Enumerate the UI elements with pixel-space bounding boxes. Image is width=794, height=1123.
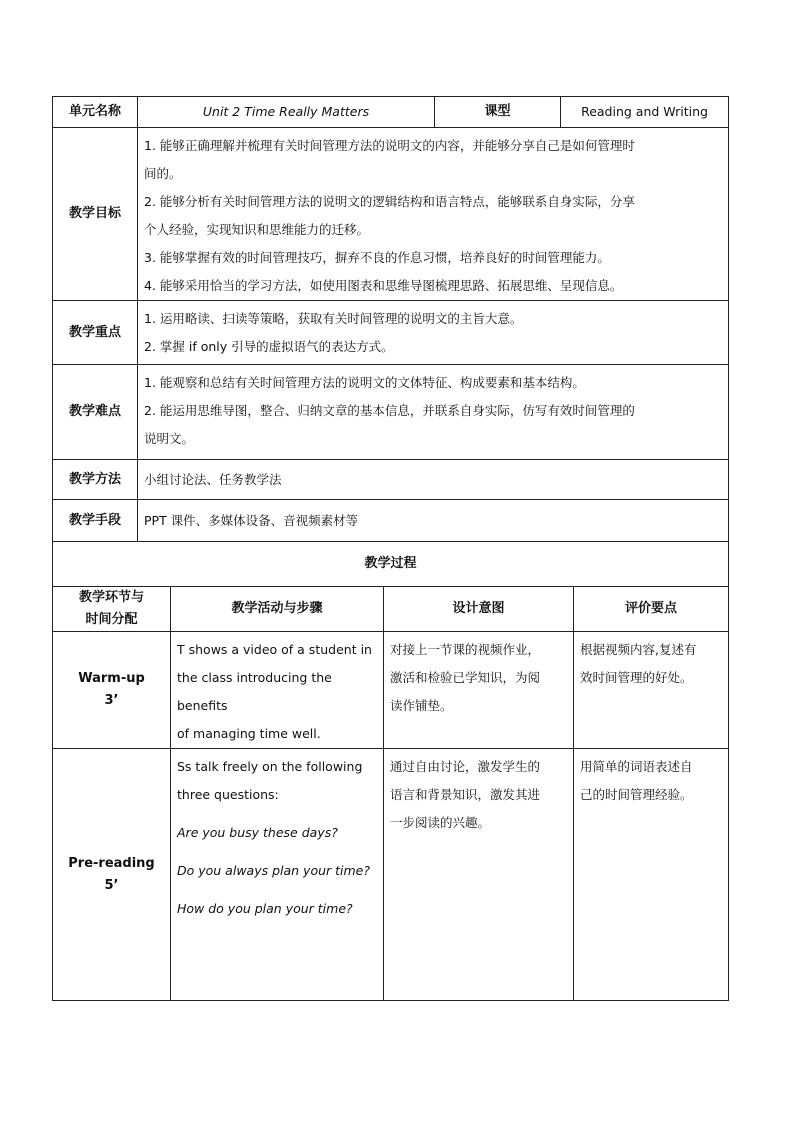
intent-line: 读作铺垫。 [390,698,453,713]
methods-value: 小组讨论法、任务教学法 [138,460,729,500]
activity-line: of managing time well. [177,726,321,741]
key-points-label: 教学重点 [53,301,138,365]
intent-line: 一步阅读的兴趣。 [390,815,491,830]
header-stage-line-2: 时间分配 [85,612,138,627]
activity-line: three questions: [177,787,279,802]
key-point-2: 2. 掌握 if only 引导的虚拟语气的表达方式。 [144,339,394,354]
intent-cell [384,749,574,1001]
stage-name: Warm-up [78,671,145,686]
evaluation-line: 效时间管理的好处。 [580,670,693,685]
table-row [53,749,729,1001]
methods-label: 教学方法 [53,460,138,500]
stage-cell [53,632,171,749]
objective-4: 4. 能够采用恰当的学习方法，如使用图表和思维导图梳理思路、拓展思维、呈现信息。 [144,278,623,293]
activity-cell [171,749,384,1001]
activity-line: the class introducing the benefits [177,670,332,713]
unit-name-value: Unit 2 Time Really Matters [138,97,435,128]
process-table [52,541,729,1001]
difficulties-label: 教学难点 [53,365,138,460]
difficulty-2-line-1: 2. 能运用思维导图，整合、归纳文章的基本信息，并联系自身实际，仿写有效时间管理的 [144,403,635,418]
difficulties-content [138,365,729,460]
stage-time: 5’ [104,877,119,893]
stage-cell [53,749,171,1001]
evaluation-line: 根据视频内容,复述有 [580,642,697,657]
difficulty-2-line-2: 说明文。 [144,431,195,446]
activity-line: T shows a video of a student in [177,642,372,657]
means-value: PPT 课件、多媒体设备、音视频素材等 [138,500,729,542]
table-row [53,632,729,749]
lesson-info-table [52,96,729,542]
header-evaluation: 评价要点 [574,587,729,632]
intent-line: 对接上一节课的视频作业， [390,642,541,657]
objective-1-line-2: 间的。 [144,166,182,181]
header-stage-time [53,587,171,632]
intent-line: 语言和背景知识，激发其进 [390,787,541,802]
objective-1-line-1: 1. 能够正确理解并梳理有关时间管理方法的说明文的内容，并能够分享自己是如何管理时 [144,138,635,153]
intent-cell [384,632,574,749]
stage-name: Pre-reading [68,855,155,871]
intent-line: 激活和检验已学知识，为阅 [390,670,541,685]
key-points-content [138,301,729,365]
evaluation-line: 己的时间管理经验。 [580,787,693,802]
intent-line: 通过自由讨论，激发学生的 [390,759,541,774]
objectives-label: 教学目标 [53,128,138,301]
objective-2-line-1: 2. 能够分析有关时间管理方法的说明文的逻辑结构和语言特点，能够联系自身实际，分享 [144,194,635,209]
header-stage-line-1: 教学环节与 [78,590,144,605]
lesson-type-label: 课型 [435,97,561,128]
activity-cell [171,632,384,749]
means-label: 教学手段 [53,500,138,542]
evaluation-cell [574,632,729,749]
unit-name-label: 单元名称 [53,97,138,128]
stage-time: 3’ [104,693,119,708]
question-2: Do you always plan your time? [177,863,371,878]
objectives-content [138,128,729,301]
activity-line: Ss talk freely on the following [177,759,363,774]
question-3: How do you plan your time? [177,901,353,916]
process-title: 教学过程 [53,542,729,587]
key-point-1: 1. 运用略读、扫读等策略，获取有关时间管理的说明文的主旨大意。 [144,311,523,326]
difficulty-1: 1. 能观察和总结有关时间管理方法的说明文的文体特征、构成要素和基本结构。 [144,375,585,390]
header-intent: 设计意图 [384,587,574,632]
header-activity: 教学活动与步骤 [171,587,384,632]
objective-3: 3. 能够掌握有效的时间管理技巧，摒弃不良的作息习惯，培养良好的时间管理能力。 [144,250,610,265]
lesson-type-value: Reading and Writing [561,97,729,128]
objective-2-line-2: 个人经验，实现知识和思维能力的迁移。 [144,222,370,237]
evaluation-line: 用简单的词语表述自 [580,759,693,774]
evaluation-cell [574,749,729,1001]
question-1: Are you busy these days? [177,825,338,840]
